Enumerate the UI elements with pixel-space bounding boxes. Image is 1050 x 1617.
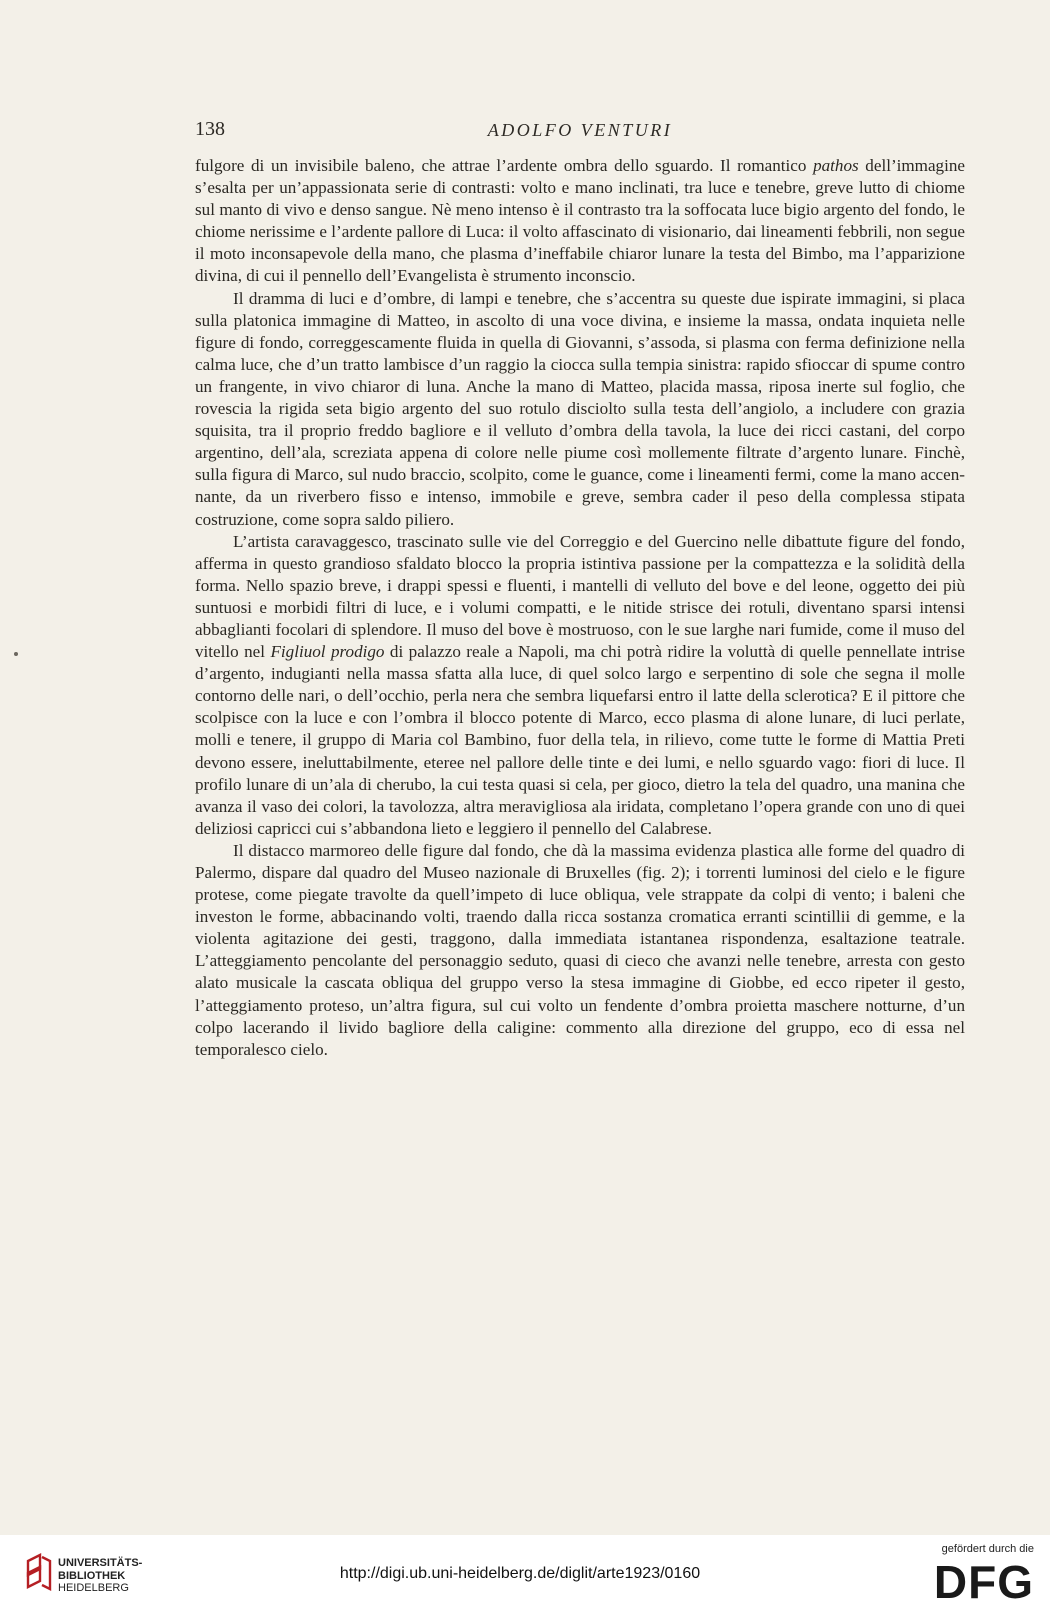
library-name-line: BIBLIOTHEK — [58, 1569, 126, 1582]
text-run: dell’immagine s’esalta per un’appassionata serie di contrasti: volto e mano inclinati, tra luce e tenebre, greve lutto di chiome sul manto di vivo e denso sangue. Nè meno intenso è il contrasto tra la soffocata luce bigio argento del fondo, le chiome nerissime e l’ardente pallore di Luca: il volto affascinato di visionario, dai lineamenti febbrili, non segue il moto inconsapevole della mano, che plasma d’ineffabile chiaror lunare la testa del Bimbo, ma l’apparizione divina, di cui il pennello dell’Evangelista è strumento inconscio. — [195, 156, 965, 286]
page-number: 138 — [195, 118, 225, 140]
body-paragraph — [195, 840, 965, 1061]
university-library-heidelberg-logo-icon — [24, 1553, 54, 1597]
funding-caption: gefördert durch die — [941, 1543, 1034, 1555]
italic-title-run: pathos — [813, 156, 859, 175]
text-run: Il dramma di luci e d’ombre, di lampi e tenebre, che s’accentra su queste due ispirate immagini, si placa sulla platonica immagine di Matteo, in ascolto di una voce divina, e insieme la massa, ondata inquieta nelle figure di fondo, correggescamente fluida in quella di Giovanni, s’assoda, si plasma con ferma definizione nella calma luce, che d’un tratto lambisce d’un raggio la ciocca sulla tempia sinistra: rapido sfioccar di spume contro un frangente, in vivo chiaror di luna. Anche la mano di Matteo, placida massa, riposa inerte sul foglio, che rovescia la rigida seta bigio argento del suo rotulo disciolto sulla testa dell’angiolo, a includere con grazia squisita, tra il proprio freddo bagliore e il velluto d’ombra della tavola, la luce dei ricci castani, del corpo argentino, dell’ala, screziata appena di colore nelle piume così mollemente filtrate d’argento lunare. Finchè, sulla figura di Marco, sul nudo braccio, scolpito, come le guance, come i lineamenti fermi, come la mano accennante, da un riverbero fisso e intenso, immobile e greve, sembra cader il peso della complessa stipata costruzione, come sopra saldo piliero. — [195, 288, 965, 529]
permalink-url[interactable]: http://digi.ub.uni-heidelberg.de/diglit/arte1923/0160 — [339, 1565, 701, 1582]
library-name-line: UNIVERSITÄTS- — [58, 1557, 143, 1569]
running-title: ADOLFO VENTURI — [487, 120, 673, 140]
running-header — [195, 118, 965, 148]
text-run: Il distacco marmoreo delle figure dal fondo, che dà la massima evidenza plastica alle forme del quadro di Palermo, dispare dal quadro del Museo nazionale di Bruxelles (fig. 2); i torrenti luminosi del cielo e le figure protese, come piegate travolte da quell’impeto di luce obliqua, vele strappate da colpi di vento; i baleni che investon le forme, abbacinando volti, traendo dalla ricca sostanza cromatica erranti scintillii di gemme, e la violenta agitazione dei gesti, traggono, dalla immediata istantanea rispondenza, esaltazione teatrale. L’atteggiamento pencolante del personaggio seduto, quasi di cieco che avanzi nelle tenebre, arresta con gesto alato musicale la cascata obliqua del gruppo verso la stesa immagine di Giobbe, ed ecco ripeter il gesto, l’atteggiamento proteso, un’altra figura, sul cui volto un fendente d’ombra proietta maschere notturne, d’un colpo lacerando il livido bagliore della caligine: commento alla direzione del gruppo, eco di essa nel temporalesco cielo. — [195, 840, 965, 1059]
dfg-logo: DFG — [933, 1556, 1034, 1608]
text-run: fulgore di un invisibile baleno, che attrae l’ardente ombra dello sguardo. Il romantico — [195, 156, 814, 175]
body-paragraph — [195, 155, 965, 288]
body-text — [195, 155, 965, 1061]
text-run: L’artista caravaggesco, trascinato sulle vie del Correggio e del Guercino nelle dibattute figure del fondo, afferma in questo grandioso sfaldato blocco la propria istintiva passione per la compattezza e la solidità della forma. Nello spazio breve, i drappi spessi e fluenti, i mantelli di velluto del bove e del leone, oggetto dei più suntuosi e morbidi filtri di luce, e i volumi compatti, e le nitide strisce dei rotuli, diventano sparsi intensi abbaglianti focolari di splendore. Il muso del bove è mostruoso, con le sue larghe nari fumide, come il muso del vitello nel — [195, 531, 965, 662]
footer-bar — [0, 1535, 1050, 1617]
body-paragraph — [195, 531, 965, 840]
library-name-line: HEIDELBERG — [58, 1582, 129, 1594]
italic-title-run: Figliuol prodigo — [270, 642, 385, 662]
library-name — [58, 1557, 142, 1595]
body-paragraph — [195, 288, 965, 531]
scan-speck — [14, 652, 18, 656]
text-run: di palazzo reale a Napoli, ma chi potrà ridire la voluttà di quelle pennellate intrise d’argento, indugianti nella massa sfatta alla luce, di quel solco largo e serpentino di sole che segna il molle contorno delle nari, o dell’occhio, perla nera che sembra liquefarsi entro il latte della sclerotica? E il pittore che scolpisce con la luce e con l’ombra il blocco potente di Marco, ecco plasma di alone lunare, di luci perlate, molli e tenere, il gruppo di Maria col Bambino, fuor della tela, in rilievo, come tutte le forme di Mattia Preti devono essere, ineluttabilmente, eteree nel pallore delle tinte e dei lumi, e nello sguardo vago: fiori di luce. Il profilo lunare di un’ala di cherubo, la cui testa quasi si cela, per gioco, dietro la tela del quadro, una manina che avanza il vaso dei colori, la tavolozza, altra meravigliosa ala iridata, completano l’opera grande con uno di quei deliziosi capricci cui s’abbandona lieto e leggiero il pennello del Calabrese. — [195, 642, 965, 838]
